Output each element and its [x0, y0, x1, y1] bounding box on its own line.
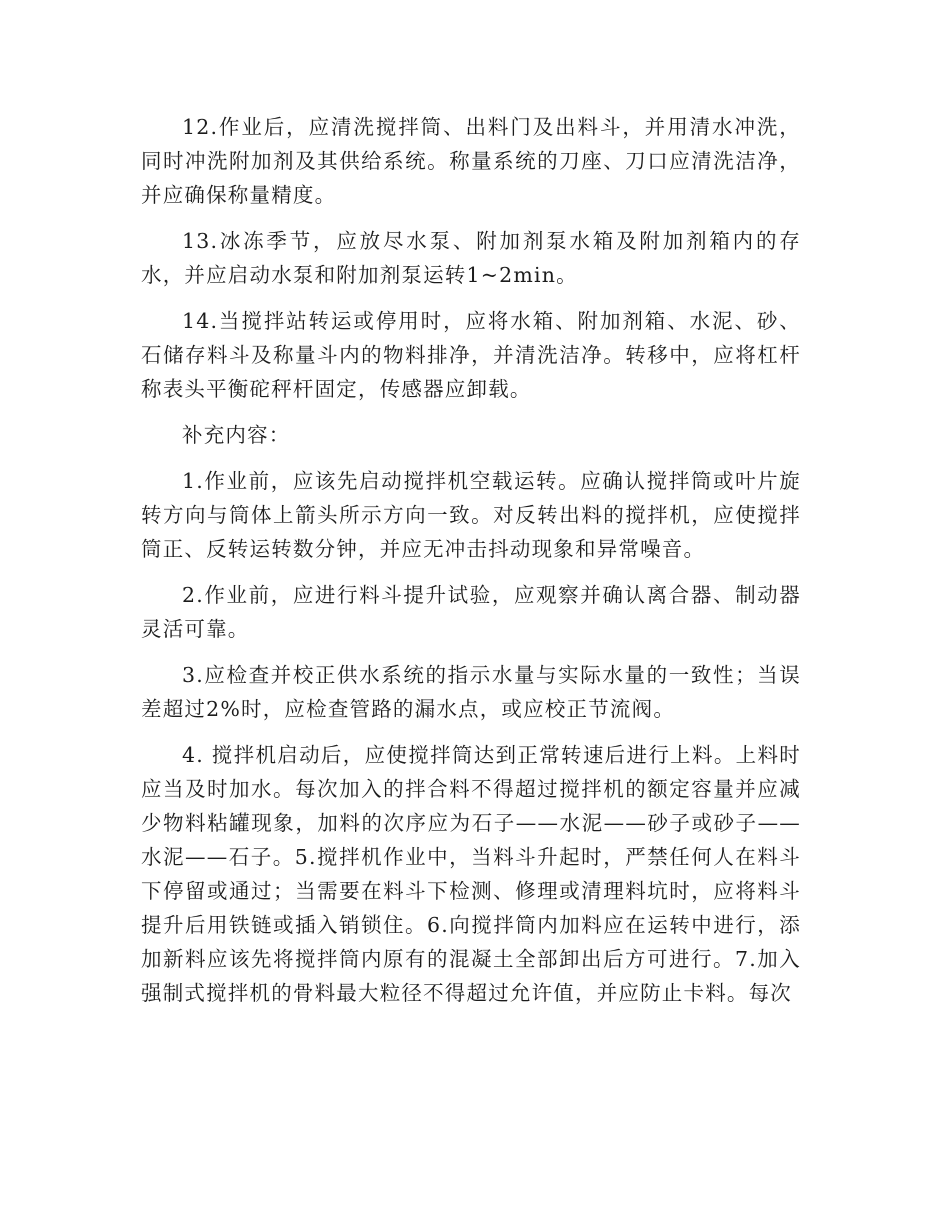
document-body	[141, 110, 801, 1022]
supplement-paragraph-2: 2.作业前，应进行料斗提升试验，应观察并确认离合器、制动器灵活可靠。	[141, 583, 801, 641]
supplement-heading: 补充内容：	[182, 423, 291, 447]
supplement-paragraph-3: 3.应检查并校正供水系统的指示水量与实际水量的一致性；当误差超过2%时，应检查管路的漏水点，或应校正节流阀。	[141, 663, 801, 721]
supplement-paragraph-4: 4. 搅拌机启动后，应使搅拌筒达到正常转速后进行上料。上料时应当及时加水。每次加入的拌合料不得超过搅拌机的额定容量并应减少物料粘罐现象，加料的次序应为石子——水泥——砂子或砂子——水泥——石子。5.搅拌机作业中，当料斗升起时，严禁任何人在料斗下停留或通过；当需要在料斗下检测、修理或清理料坑时，应将料斗提升后用铁链或插入销锁住。6.向搅拌筒内加料应在运转中进行，添加新料应该先将搅拌筒内原有的混凝土全部卸出后方可进行。7.加入强制式搅拌机的骨料最大粒径不得超过允许值，并应防止卡料。每次	[141, 743, 801, 1005]
paragraph-13: 13.冰冻季节，应放尽水泵、附加剂泵水箱及附加剂箱内的存水，并应启动水泵和附加剂泵运转1~2min。	[141, 229, 801, 287]
paragraph-14: 14.当搅拌站转运或停用时，应将水箱、附加剂箱、水泥、砂、石储存料斗及称量斗内的物料排净，并清洗洁净。转移中，应将杠杆称表头平衡砣秤杆固定，传感器应卸载。	[141, 309, 801, 401]
paragraph-12: 12.作业后，应清洗搅拌筒、出料门及出料斗，并用清水冲洗，同时冲洗附加剂及其供给系统。称量系统的刀座、刀口应清洗洁净，并应确保称量精度。	[141, 115, 801, 207]
supplement-paragraph-1: 1.作业前，应该先启动搅拌机空载运转。应确认搅拌筒或叶片旋转方向与筒体上箭头所示方向一致。对反转出料的搅拌机，应使搅拌筒正、反转运转数分钟，并应无冲击抖动现象和异常噪音。	[141, 469, 801, 561]
